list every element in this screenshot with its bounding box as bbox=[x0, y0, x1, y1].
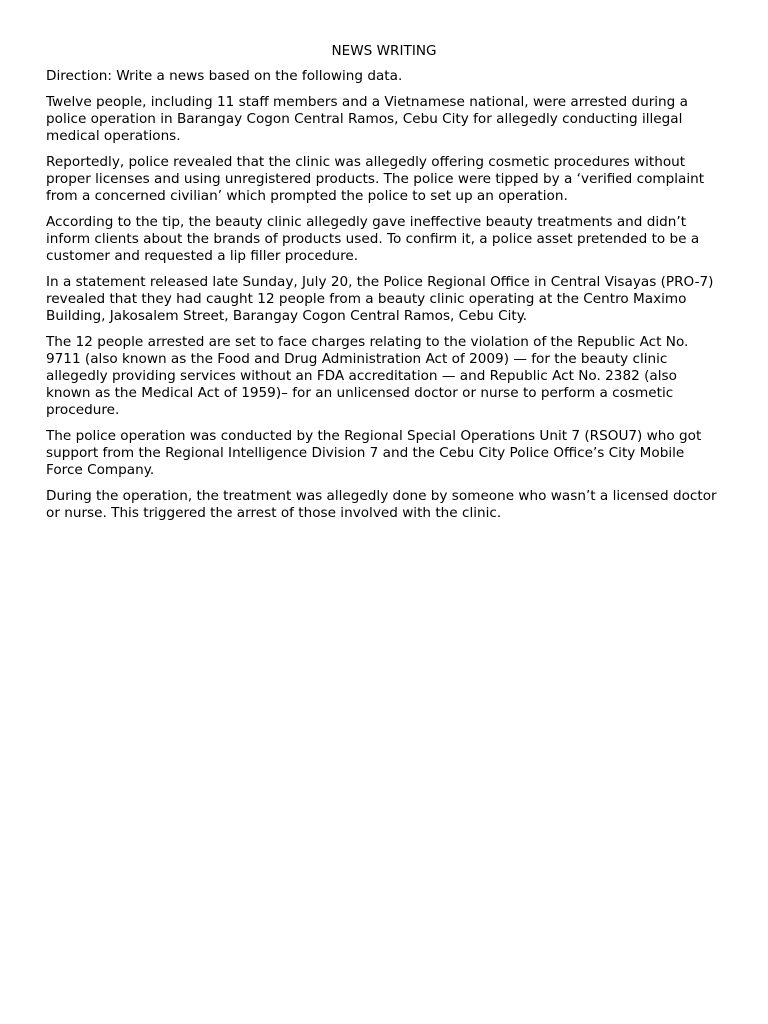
paragraph-2: Reportedly, police revealed that the clinic was allegedly offering cosmetic procedures without proper licenses and using unregistered products. The police were tipped by a ‘verified complaint from a concerned civilian’ which prompted the police to set up an operation. bbox=[46, 154, 705, 204]
paragraph-4: In a statement released late Sunday, July 20, the Police Regional Office in Central Visayas (PRO-7) revealed that they had caught 12 people from a beauty clinic operating at the Centro Maximo Building, Jakosalem Street, Barangay Cogon Central Ramos, Cebu City. bbox=[46, 274, 714, 324]
paragraph-6: The police operation was conducted by the Regional Special Operations Unit 7 (RSOU7) who got support from the Regional Intelligence Division 7 and the Cebu City Police Office’s City Mobile Force Company. bbox=[46, 428, 702, 478]
paragraph-3: According to the tip, the beauty clinic allegedly gave ineffective beauty treatments and didn’t inform clients about the brands of products used. To confirm it, a police asset pretended to be a customer and requested a lip filler procedure. bbox=[46, 214, 700, 264]
paragraph-1: Twelve people, including 11 staff members and a Vietnamese national, were arrested during a police operation in Barangay Cogon Central Ramos, Cebu City for allegedly conducting illegal medical operations. bbox=[46, 94, 688, 144]
paragraph-7: During the operation, the treatment was allegedly done by someone who wasn’t a licensed doctor or nurse. This triggered the arrest of those involved with the clinic. bbox=[46, 488, 717, 521]
direction-text: Direction: Write a news based on the following data. bbox=[46, 68, 403, 84]
paragraph-5: The 12 people arrested are set to face charges relating to the violation of the Republic Act No. 9711 (also known as the Food and Drug Administration Act of 2009) — for the beauty clinic allegedly providing services without an FDA accreditation — and Republic Act No. 2382 (also known as the Medical Act of 1959)– for an unlicensed doctor or nurse to perform a cosmetic procedure. bbox=[46, 334, 689, 418]
document-title: NEWS WRITING bbox=[331, 43, 437, 59]
document-body bbox=[46, 43, 722, 531]
